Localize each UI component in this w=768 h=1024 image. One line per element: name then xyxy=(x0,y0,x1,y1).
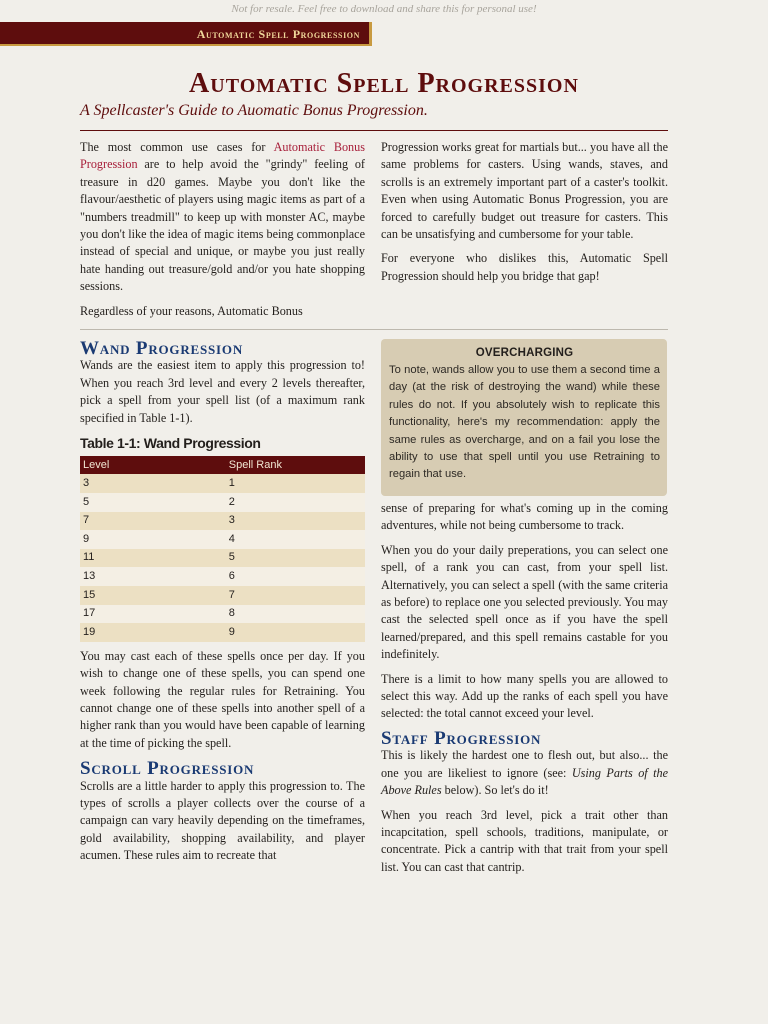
wand-progression-heading: Wand Progression xyxy=(80,338,244,359)
overcharging-callout xyxy=(381,339,667,496)
intro-paragraph-1 xyxy=(80,139,365,296)
level-cell: 17 xyxy=(80,605,125,624)
spell-rank-cell: 8 xyxy=(125,605,365,624)
spell-rank-cell: 9 xyxy=(125,623,365,642)
callout-title: OVERCHARGING xyxy=(475,347,574,359)
spell-rank-cell: 7 xyxy=(125,586,365,605)
scroll-progression-heading: Scroll Progression xyxy=(80,758,255,780)
level-cell: 5 xyxy=(80,493,125,512)
title-divider xyxy=(80,130,668,131)
automatic-bonus-progression-link[interactable]: Automatic Bonus Progression xyxy=(80,140,365,172)
table-row xyxy=(80,474,365,493)
intro-p1-rest: are to help avoid the "grindy" feeling of treasure in d20 games. Maybe you don't like the flavour/aesthetic of players using magic items as part of a "numbers treadmill" to keep up with monster AC, maybe you don't like the idea of magic items being commonplace instead of special and unique, or maybe you just really hate handing out treasure/gold and/or you hate shopping sessions. xyxy=(80,157,365,294)
spell-rank-cell: 3 xyxy=(125,512,365,531)
intro-right-column xyxy=(381,139,668,292)
wand-after-text: You may cast each of these spells once per day. If you wish to change one of these spells, you can spend one week following the regular rules for Retraining. You cannot change one of these spells into another spell of a higher rank than you would have been capable of learning at the time of picking the spell. xyxy=(80,648,365,750)
table-row xyxy=(80,512,365,531)
page-subtitle: A Spellcaster's Guide to Auomatic Bonus Progression. xyxy=(80,102,428,119)
table-row xyxy=(80,586,365,605)
table-row xyxy=(80,623,365,642)
staff-paragraph-2: When you reach 3rd level, pick a trait other than incapcitation, spell schools, traditions, manipulate, or concentrate. Pick a cantrip with that trait from your spell list. You can cast that cantrip. xyxy=(381,807,668,874)
table-header-row xyxy=(80,456,365,474)
level-cell: 9 xyxy=(80,530,125,549)
level-cell: 3 xyxy=(80,474,125,493)
scroll-text: Scrolls are a little harder to apply this progression to. The types of scrolls a player collects over the course of a campaign can vary heavily depending on the timeframes, gold availability, shopping availability, and player acumen. These rules aim to recreate that xyxy=(80,778,365,863)
callout-text: To note, wands allow you to use them a second time a day (at the risk of destroying the wand) while these rules do not. If you absolutely wish to replicate this functionality, here's my recommendation: apply the same rules as overcharge, and on a fail you lose the ability to use that spell until you use Retraining to regain that use. xyxy=(389,364,660,481)
right-paragraph-1: sense of preparing for what's coming up in the coming adventures, while not being cumbersome to track. xyxy=(381,501,668,533)
column-header-level: Level xyxy=(80,456,125,474)
level-cell: 11 xyxy=(80,549,125,568)
resale-notice: Not for resale. Feel free to download and share this for personal use! xyxy=(231,3,537,15)
staff-paragraph-1 xyxy=(381,747,668,799)
wand-text: Wands are the easiest item to apply this progression to! When you reach 3rd level and every 2 levels thereafter, pick a spell from your spell list (of a maximum rank specified in Table 1-1). xyxy=(80,358,365,425)
wand-progression-table xyxy=(80,456,365,641)
intro-paragraph-4: For everyone who dislikes this, Automatic Spell Progression should help you bridge that gap! xyxy=(381,251,668,283)
section-divider xyxy=(80,329,668,330)
table-row xyxy=(80,493,365,512)
table-row xyxy=(80,530,365,549)
spell-rank-cell: 6 xyxy=(125,567,365,586)
spell-rank-cell: 2 xyxy=(125,493,365,512)
table-row xyxy=(80,605,365,624)
intro-p1-start: The most common use cases for xyxy=(80,140,274,154)
running-header-label: Automatic Spell Progression xyxy=(196,27,360,41)
intro-paragraph-3: Progression works great for martials but... you have all the same problems for casters. Using wands, staves, and scrolls is an extremely important part of a caster's toolkit. Even when using Automatic Bonus Progression, you are forced to carefully budget out treasure for casters. This can be unsatisfying and cumbersome for your table. xyxy=(381,140,668,242)
column-header-spell-rank: Spell Rank xyxy=(125,456,365,474)
staff-p1-reference: Using Parts of the Above Rules xyxy=(381,765,668,798)
right-lower-column xyxy=(381,500,668,883)
level-cell: 15 xyxy=(80,586,125,605)
page-title: Automatic Spell Progression xyxy=(189,68,579,99)
spell-rank-cell: 4 xyxy=(125,530,365,549)
staff-progression-heading: Staff Progression xyxy=(381,727,542,749)
staff-p1-start: This is likely the hardest one to flesh out, but also... the one you are likeliest to ignore (see: xyxy=(381,748,668,780)
left-lower-column xyxy=(80,340,365,872)
staff-p1-end: below). So let's do it! xyxy=(441,783,549,798)
level-cell: 7 xyxy=(80,512,125,531)
spell-rank-cell: 1 xyxy=(125,474,365,493)
running-header xyxy=(0,22,372,46)
level-cell: 13 xyxy=(80,567,125,586)
table-row xyxy=(80,549,365,568)
level-cell: 19 xyxy=(80,623,125,642)
right-paragraph-3: There is a limit to how many spells you are allowed to select this way. Add up the ranks of each spell you have selected: the total cannot exceed your level. xyxy=(381,671,668,721)
intro-paragraph-2: Regardless of your reasons, Automatic Bonus xyxy=(80,303,303,318)
spell-rank-cell: 5 xyxy=(125,549,365,568)
right-paragraph-2: When you do your daily preperations, you can select one spell, of a rank you can cast, from your spell list. Alternatively, you can select a spell (with the same criteria as before) to replace one you selected previously. You may cast the selected spell once as if you have the spell learned/prepared, and this spell remains castable for you indefinitely. xyxy=(381,542,668,662)
table-row xyxy=(80,567,365,586)
intro-left-column xyxy=(80,139,365,327)
wand-table-title: Table 1-1: Wand Progression xyxy=(80,435,261,452)
